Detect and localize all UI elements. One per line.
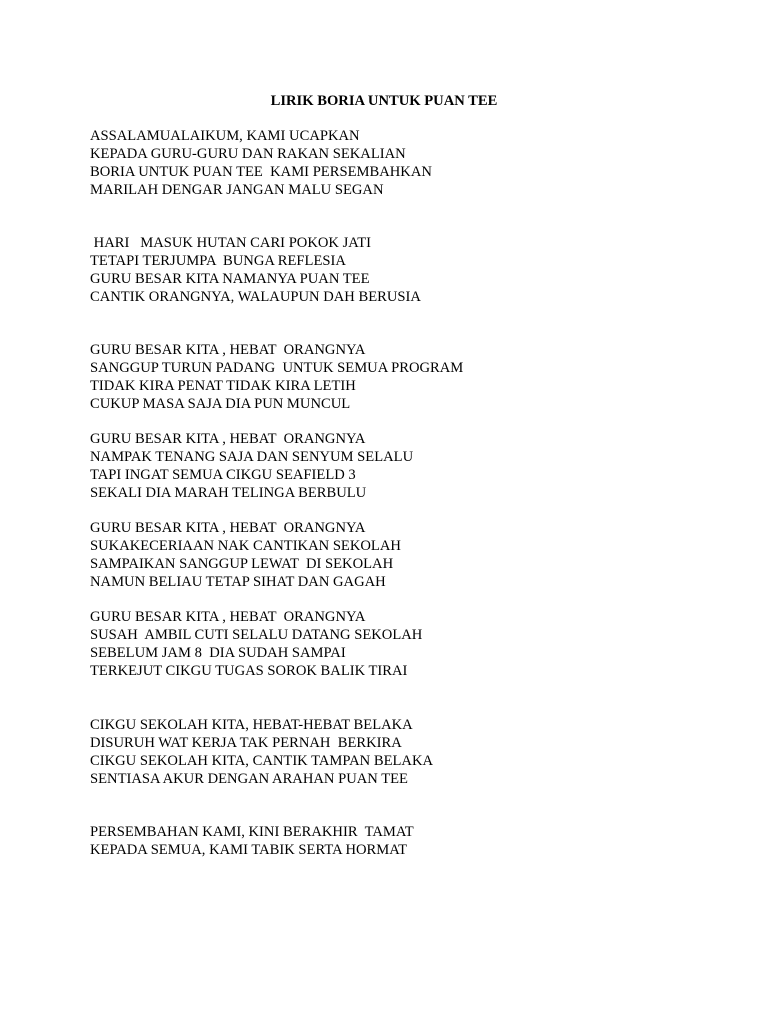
stanza-3	[90, 342, 730, 414]
stanza-1	[90, 128, 730, 200]
lyric-line: SUKAKECERIAAN NAK CANTIKAN SEKOLAH	[90, 537, 401, 554]
lyric-line: TETAPI TERJUMPA BUNGA REFLESIA	[90, 252, 346, 269]
lyric-line: BORIA UNTUK PUAN TEE KAMI PERSEMBAHKAN	[90, 163, 432, 180]
lyric-line: GURU BESAR KITA , HEBAT ORANGNYA	[90, 520, 366, 536]
lyric-line: SEBELUM JAM 8 DIA SUDAH SAMPAI	[90, 644, 346, 661]
lyric-line: GURU BESAR KITA NAMANYA PUAN TEE	[90, 270, 370, 287]
lyric-line: TIDAK KIRA PENAT TIDAK KIRA LETIH	[90, 377, 356, 394]
lyric-line: HARI MASUK HUTAN CARI POKOK JATI	[90, 235, 371, 251]
lyric-line: SUSAH AMBIL CUTI SELALU DATANG SEKOLAH	[90, 626, 423, 643]
lyric-line: SENTIASA AKUR DENGAN ARAHAN PUAN TEE	[90, 770, 408, 787]
lyric-line: CIKGU SEKOLAH KITA, CANTIK TAMPAN BELAKA	[90, 752, 434, 769]
lyric-line: SANGGUP TURUN PADANG UNTUK SEMUA PROGRAM	[90, 359, 464, 376]
lyric-line: GURU BESAR KITA , HEBAT ORANGNYA	[90, 342, 366, 358]
lyric-line: NAMUN BELIAU TETAP SIHAT DAN GAGAH	[90, 573, 386, 590]
lyric-line: ASSALAMUALAIKUM, KAMI UCAPKAN	[90, 128, 360, 144]
lyric-line: PERSEMBAHAN KAMI, KINI BERAKHIR TAMAT	[90, 824, 414, 840]
lyric-line: CUKUP MASA SAJA DIA PUN MUNCUL	[90, 395, 351, 412]
lyric-line: KEPADA GURU-GURU DAN RAKAN SEKALIAN	[90, 145, 406, 162]
lyric-line: GURU BESAR KITA , HEBAT ORANGNYA	[90, 431, 366, 447]
lyric-line: SAMPAIKAN SANGGUP LEWAT DI SEKOLAH	[90, 555, 394, 572]
lyric-line: SEKALI DIA MARAH TELINGA BERBULU	[90, 484, 367, 501]
stanza-2	[90, 235, 730, 307]
lyric-line: CANTIK ORANGNYA, WALAUPUN DAH BERUSIA	[90, 288, 421, 305]
document-title: LIRIK BORIA UNTUK PUAN TEE	[270, 93, 498, 109]
stanza-8	[90, 824, 730, 860]
stanza-5	[90, 520, 730, 592]
lyric-line: CIKGU SEKOLAH KITA, HEBAT-HEBAT BELAKA	[90, 717, 413, 733]
stanza-7	[90, 717, 730, 789]
stanza-4	[90, 431, 730, 503]
lyric-line: KEPADA SEMUA, KAMI TABIK SERTA HORMAT	[90, 841, 408, 858]
lyric-line: MARILAH DENGAR JANGAN MALU SEGAN	[90, 181, 384, 198]
lyric-line: TERKEJUT CIKGU TUGAS SOROK BALIK TIRAI	[90, 662, 408, 679]
lyric-line: GURU BESAR KITA , HEBAT ORANGNYA	[90, 609, 366, 625]
stanza-6	[90, 609, 730, 681]
lyric-line: NAMPAK TENANG SAJA DAN SENYUM SELALU	[90, 448, 414, 465]
lyric-line: DISURUH WAT KERJA TAK PERNAH BERKIRA	[90, 734, 402, 751]
lyric-line: TAPI INGAT SEMUA CIKGU SEAFIELD 3	[90, 466, 356, 483]
